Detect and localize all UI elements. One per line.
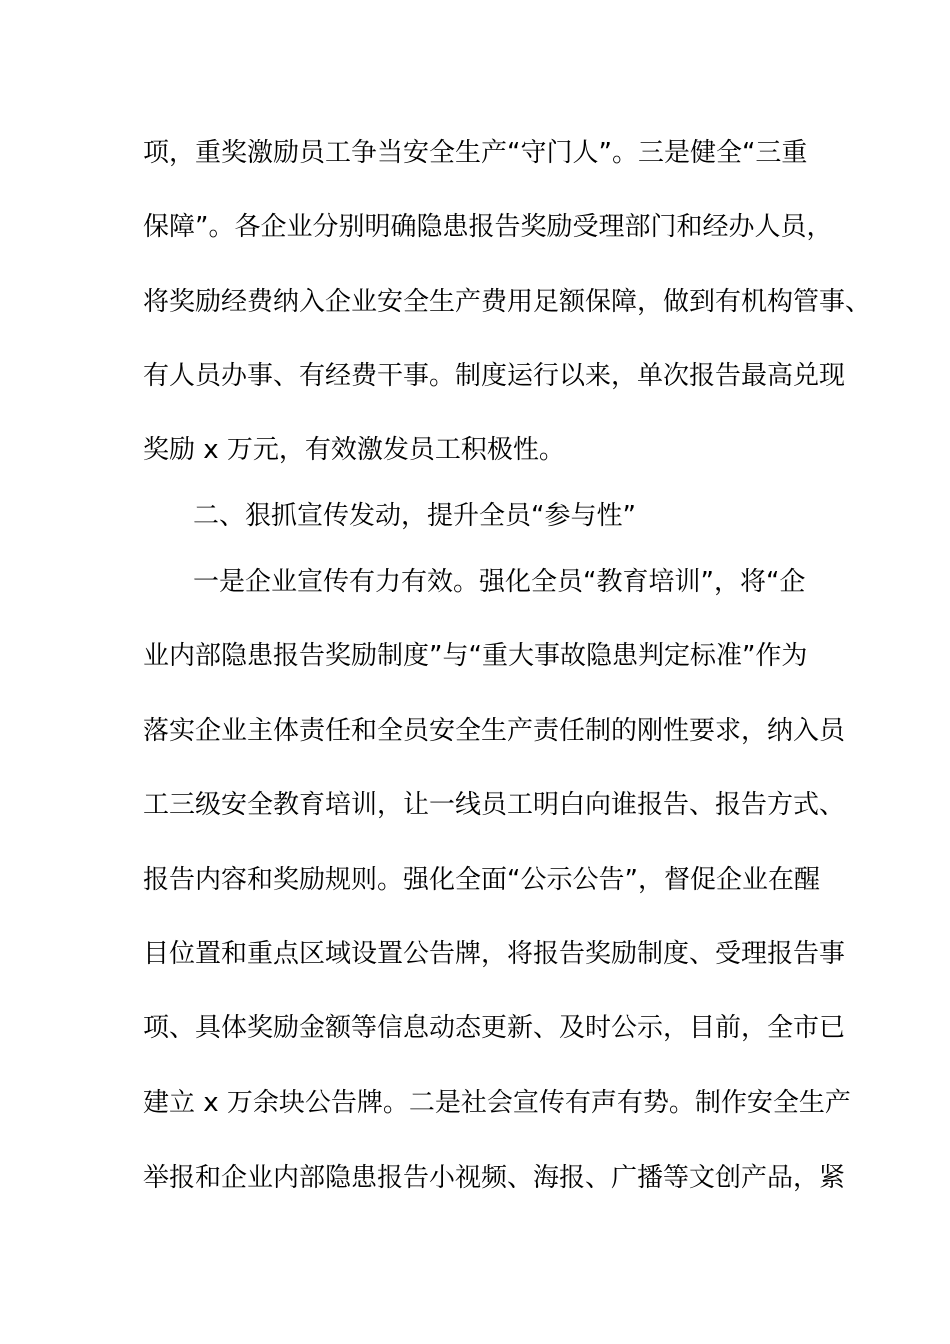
- paragraph-line: 有人员办事、有经费干事。制度运行以来，单次报告最高兑现: [143, 361, 846, 391]
- paragraph-line: 建立 x 万余块公告牌。二是社会宣传有声有势。制作安全生产: [143, 1088, 851, 1118]
- section-heading: 二、狠抓宣传发动，提升全员“参与性”: [193, 501, 636, 531]
- paragraph-line: 业内部隐患报告奖励制度”与“重大事故隐患判定标准”作为: [143, 641, 808, 671]
- paragraph-line: 将奖励经费纳入企业安全生产费用足额保障，做到有机构管事、: [143, 287, 872, 317]
- paragraph-line: 一是企业宣传有力有效。强化全员“教育培训”，将“企: [193, 567, 806, 597]
- paragraph-line: 举报和企业内部隐患报告小视频、海报、广播等文创产品，紧: [143, 1163, 846, 1193]
- paragraph-line: 项，重奖激励员工争当安全生产“守门人”。三是健全“三重: [143, 138, 808, 168]
- paragraph-line: 报告内容和奖励规则。强化全面“公示公告”，督促企业在醒: [143, 865, 820, 895]
- paragraph-line: 项、具体奖励金额等信息动态更新、及时公示，目前，全市已: [143, 1013, 846, 1043]
- paragraph-line: 保障”。各企业分别明确隐患报告奖励受理部门和经办人员，: [143, 212, 833, 242]
- paragraph-line: 奖励 x 万元，有效激发员工积极性。: [143, 435, 565, 465]
- paragraph-line: 工三级安全教育培训，让一线员工明白向谁报告、报告方式、: [143, 790, 846, 820]
- paragraph-line: 落实企业主体责任和全员安全生产责任制的刚性要求，纳入员: [143, 716, 846, 746]
- paragraph-line: 目位置和重点区域设置公告牌，将报告奖励制度、受理报告事: [143, 939, 846, 969]
